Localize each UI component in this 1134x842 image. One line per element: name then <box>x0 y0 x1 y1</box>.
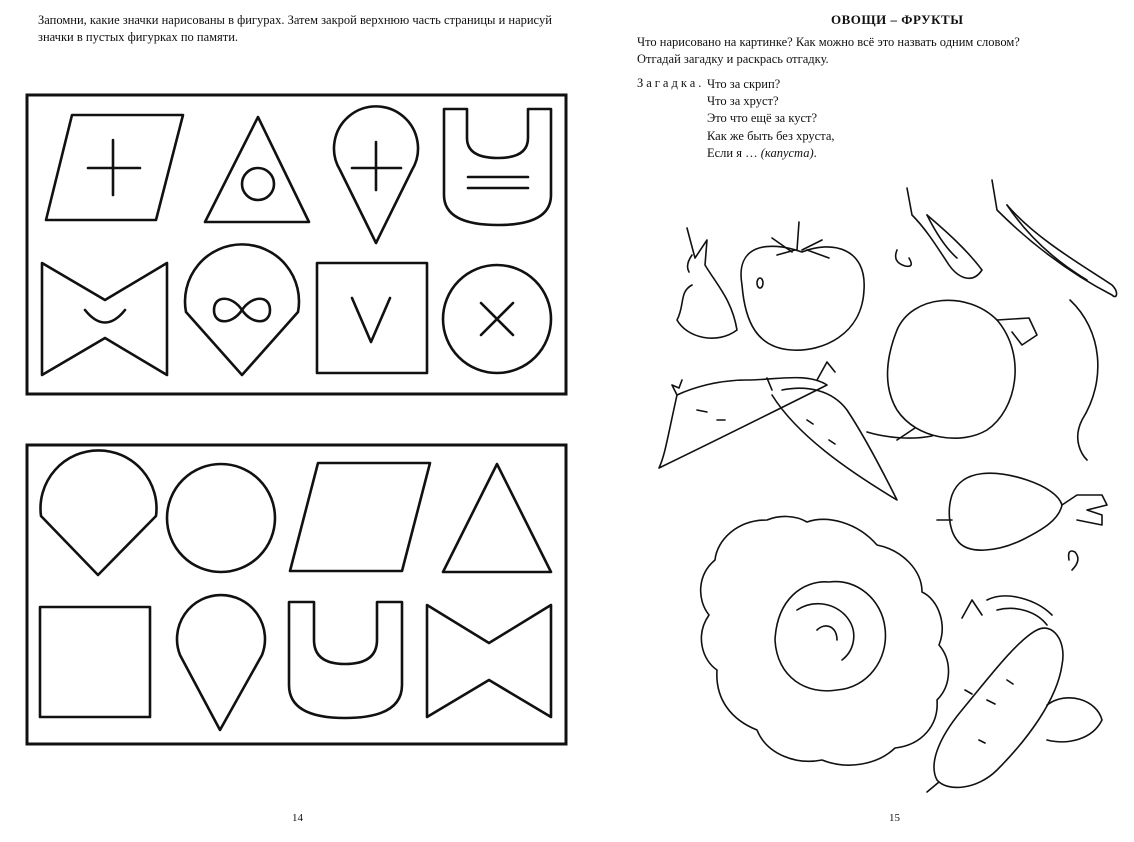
empty-shield <box>41 450 157 575</box>
page-number-left: 14 <box>292 812 303 824</box>
empty-triangle <box>443 464 551 572</box>
page-title: ОВОЩИ – ФРУКТЫ <box>831 12 964 27</box>
empty-square <box>40 607 150 717</box>
cucumber-drawing <box>927 551 1102 792</box>
riddle-line: Как же быть без хруста, <box>707 128 835 143</box>
beet-drawing <box>867 300 1037 440</box>
vegetables-illustration <box>567 0 1134 842</box>
onion-drawing <box>937 473 1107 550</box>
leaf-sprig-drawing <box>677 228 737 338</box>
riddle-line-last: Если я … (капуста). <box>707 145 817 160</box>
empty-drop <box>177 595 265 730</box>
question-line-2: Отгадай загадку и раскрась отгадку. <box>637 52 829 66</box>
question-line-1: Что нарисовано на картинке? Как можно всё это назвать одним словом? <box>637 35 1020 49</box>
riddle-line: Это что ещё за куст? <box>707 111 818 126</box>
tomato-drawing <box>741 222 864 350</box>
riddle-label: Загадка. <box>637 76 705 90</box>
riddle-answer: (капуста) <box>760 145 814 160</box>
carrots-drawing <box>659 362 897 500</box>
empty-circle <box>167 464 275 572</box>
cabbage-drawing <box>701 516 949 765</box>
empty-parallelogram <box>290 463 430 571</box>
riddle-line: Что за скрип? <box>707 77 781 91</box>
empty-bowtie <box>427 605 551 717</box>
right-page <box>567 0 1134 842</box>
riddle-line: Что за хруст? <box>707 94 779 109</box>
instruction-text: Запомни, какие значки нарисованы в фигурах. Затем закрой верхнюю часть страницы и нарисуй значки в пустых фигурках по памяти. <box>38 13 552 44</box>
page-number-right: 15 <box>889 812 900 824</box>
empty-u-shape <box>289 602 402 718</box>
